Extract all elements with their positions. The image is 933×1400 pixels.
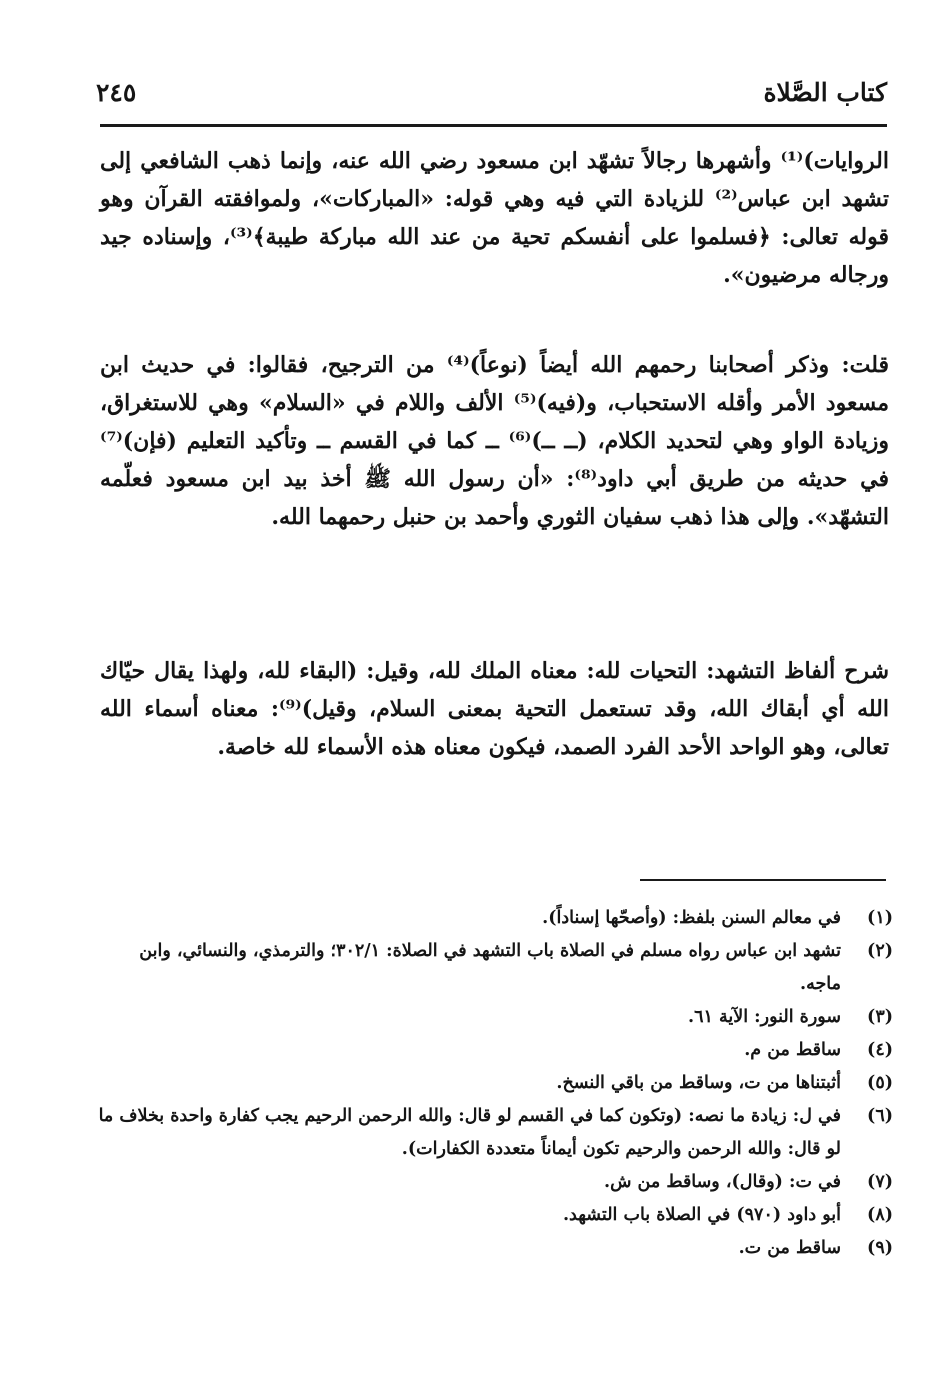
footnote-text: في ل: زيادة ما نصه: (وتكون كما في القسم لو قال: والله الرحمن الرحيم يجب كفارة واحدة بخلاف ما لو قال: والله الرحمن والرحيم تكون أيماناً متعددة الكفارات).	[98, 1106, 841, 1159]
footnote-number: (٤)	[867, 1040, 893, 1060]
footnote-text: أبو داود (٩٧٠) في الصلاة باب التشهد.	[562, 1205, 841, 1225]
footnote	[96, 935, 893, 1001]
footnote	[96, 1034, 893, 1067]
footnote-number: (١)	[867, 908, 893, 928]
paragraph-2: قلت: وذكر أصحابنا رحمهم الله أيضاً (نوعاً)⁽⁴⁾ من الترجيح، فقالوا: في حديث ابن مسعود الأمر وأقله الاستحباب، و(فيه)⁽⁵⁾ الألف واللام في «السلام» وهي للاستغراق، وزيادة الواو وهي لتحديد الكلام، (ــ ــ)⁽⁶⁾ ــ كما في القسم ــ وتأكيد التعليم (فإن)⁽⁷⁾ في حديثه من طريق أبي داود⁽⁸⁾: «أن رسول الله ﷺ أخذ بيد ابن مسعود فعلّمه التشهّد». وإلى هذا ذهب سفيان الثوري وأحمد بن حنبل رحمهما الله.	[100, 352, 890, 530]
footnote	[96, 1166, 893, 1199]
footnote	[96, 1232, 893, 1265]
header-rule	[100, 124, 887, 127]
footnote-text: في معالم السنن بلفظ: (وأصحّها إسناداً).	[542, 908, 841, 928]
footnote-number: (٩)	[867, 1238, 893, 1258]
running-title: كتاب الصَّلاة	[763, 78, 887, 107]
footnote-text: في ت: (وقال)، وساقط من ش.	[604, 1172, 841, 1192]
footnote-number: (٥)	[867, 1073, 893, 1093]
footnote	[96, 1100, 893, 1166]
footnote-text: أثبتناها من ت، وساقط من باقي النسخ.	[556, 1073, 841, 1093]
paragraph-1: الروايات)⁽¹⁾ وأشهرها رجالاً تشهّد ابن مسعود رضي الله عنه، وإنما ذهب الشافعي إلى تشهد ابن عباس⁽²⁾ للزيادة التي فيه وهي قوله: «المباركات»، ولموافقته القرآن وهو قوله تعالى: ﴿فسلموا على أنفسكم تحية من عند الله مباركة طيبة﴾⁽³⁾، وإسناده جيد ورجاله مرضيون».	[100, 148, 889, 288]
footnote	[96, 1001, 893, 1034]
footnote-separator	[640, 879, 886, 881]
footnote-text: تشهد ابن عباس رواه مسلم في الصلاة باب التشهد في الصلاة: ٣٠٢/١؛ والترمذي، والنسائي، وابن ماجه.	[139, 941, 841, 994]
footnote-number: (٣)	[867, 1007, 893, 1027]
footnote-number: (٢)	[867, 941, 893, 961]
footnotes	[96, 902, 893, 1265]
footnote-number: (٨)	[867, 1205, 893, 1225]
main-text	[100, 142, 889, 766]
footnote-number: (٦)	[867, 1106, 893, 1126]
footnote	[96, 902, 893, 935]
paragraph-3: شرح ألفاظ التشهد: التحيات لله: معناه الملك لله، وقيل: (البقاء لله، ولهذا يقال حيّاك الله أي أبقاك الله، وقد تستعمل التحية بمعنى السلام، وقيل)⁽⁹⁾: معناه أسماء الله تعالى، وهو الواحد الأحد الفرد الصمد، فيكون معناه هذه الأسماء لله خاصة.	[100, 658, 890, 760]
footnote	[96, 1199, 893, 1232]
footnote-number: (٧)	[867, 1172, 893, 1192]
page-number: ٢٤٥	[96, 78, 137, 107]
footnote-text: ساقط من م.	[744, 1040, 841, 1060]
page-header	[96, 70, 887, 126]
footnote	[96, 1067, 893, 1100]
footnote-text: سورة النور: الآية ٦١.	[687, 1007, 841, 1027]
footnote-text: ساقط من ت.	[738, 1238, 841, 1258]
